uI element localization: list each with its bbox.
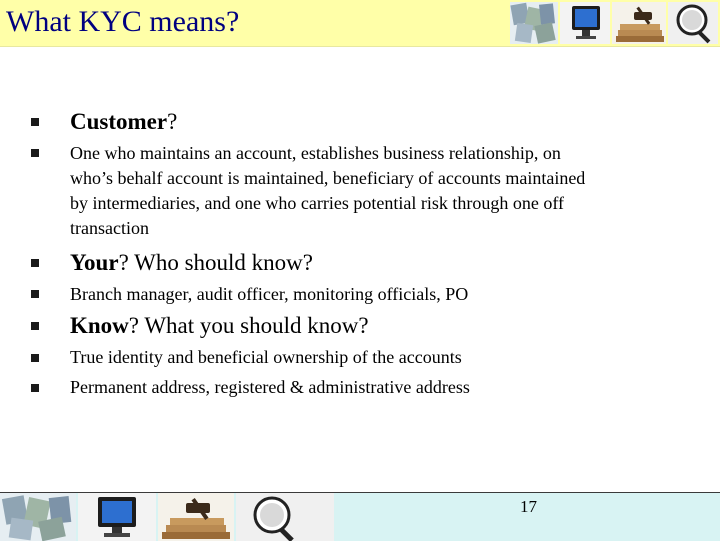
- bullet-marker: [31, 322, 39, 330]
- bullet-marker: [31, 259, 39, 267]
- page-number: 17: [520, 497, 537, 516]
- list-item-customer-definition: [70, 141, 690, 241]
- footer-image-strip: [0, 493, 334, 541]
- list-item-true-identity: [70, 345, 690, 370]
- definition-line: One who maintains an account, establishes business relationship, on: [70, 143, 561, 163]
- bullet-marker: [31, 290, 39, 298]
- definition-line: who’s behalf account is maintained, beneficiary of accounts maintained: [70, 168, 586, 188]
- bullet-marker: [31, 384, 39, 392]
- money-collage-image: [0, 493, 76, 541]
- customer-label: Customer: [70, 109, 168, 134]
- who-should-know-text: Branch manager, audit officer, monitoring officials, PO: [70, 284, 469, 304]
- know-suffix: ? What you should know?: [128, 313, 369, 338]
- your-suffix: ? Who should know?: [118, 250, 313, 275]
- your-label: Your: [70, 250, 119, 275]
- slide-title: What KYC means?: [6, 5, 240, 38]
- computer-monitor-image: [78, 493, 156, 541]
- customer-suffix: ?: [167, 109, 178, 134]
- list-item-permanent-address: [70, 375, 690, 400]
- true-identity-text: True identity and beneficial ownership of the accounts: [70, 347, 462, 367]
- list-item-know: [70, 313, 690, 338]
- definition-line: by intermediaries, and one who carries potential risk through one off: [70, 193, 565, 213]
- bullet-marker: [31, 354, 39, 362]
- list-item-customer: [70, 109, 690, 134]
- books-and-gavel-image: [158, 493, 234, 541]
- footer-bar: [0, 492, 720, 541]
- list-item-your: [70, 250, 690, 275]
- know-label: Know: [70, 313, 129, 338]
- list-item-who-should-know: [70, 282, 690, 307]
- bullet-marker: [31, 149, 39, 157]
- magnifying-glass-image: [236, 493, 334, 541]
- definition-line: transaction: [70, 218, 149, 238]
- permanent-address-text: Permanent address, registered & administrative address: [70, 377, 470, 397]
- bullet-marker: [31, 118, 39, 126]
